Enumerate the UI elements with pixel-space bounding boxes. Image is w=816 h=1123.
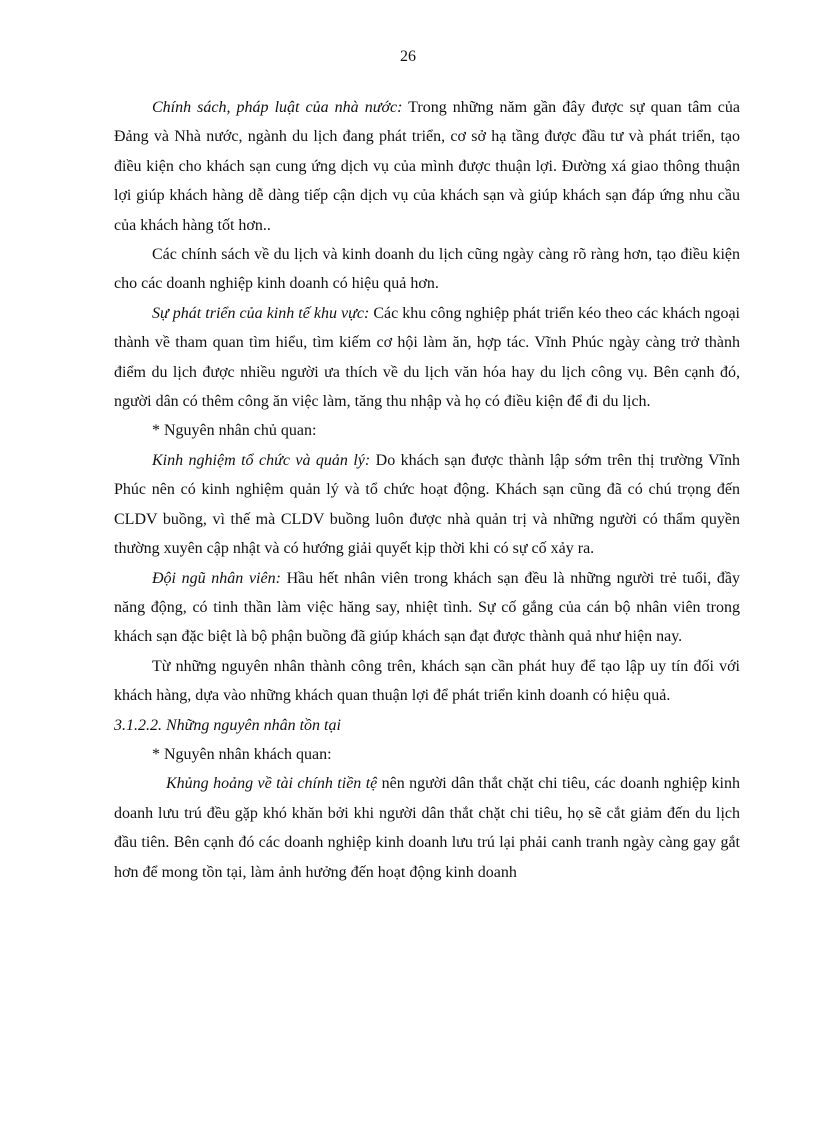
- paragraph-policy: [114, 93, 740, 240]
- paragraph-financial-crisis: [114, 769, 740, 887]
- section-heading-text: 3.1.2.2. Những nguyên nhân tồn tại: [114, 716, 341, 734]
- paragraph-text: Trong những năm gần đây được sự quan tâm của Đảng và Nhà nước, ngành du lịch đang phát triển, cơ sở hạ tầng được đầu tư và phát triển, tạo điều kiện cho khách sạn cung ứng dịch vụ của mình được thuận lợi. Đường xá giao thông thuận lợi giúp khách hàng dễ dàng tiếp cận dịch vụ của khách sạn và giúp khách sạn đáp ứng nhu cầu của khách hàng tốt hơn..: [114, 99, 740, 234]
- paragraph-lead: Sự phát triển của kinh tế khu vực:: [152, 304, 370, 322]
- paragraph-management-experience: [114, 446, 740, 564]
- paragraph-success-summary: Từ những nguyên nhân thành công trên, khách sạn cần phát huy để tạo lập uy tín đối với khách hàng, dựa vào những khách quan thuận lợi để phát triển kinh doanh có hiệu quả.: [114, 657, 740, 705]
- document-body: [114, 93, 740, 887]
- paragraph-regional-economy: [114, 299, 740, 417]
- paragraph-text: Do khách sạn được thành lập sớm trên thị trường Vĩnh Phúc nên có kinh nghiệm quản lý và tổ chức hoạt động. Khách sạn cũng đã có chú trọng đến CLDV buồng, vì thế mà CLDV buồng luôn được nhà quản trị và những người có thẩm quyền thường xuyên cập nhật và có hướng giải quyết kịp thời khi có sự cố xảy ra.: [114, 451, 740, 558]
- section-heading: [114, 711, 740, 740]
- paragraph-text: Hầu hết nhân viên trong khách sạn đều là những người trẻ tuổi, đầy năng động, có tinh thần làm việc hăng say, nhiệt tình. Sự cố gắng của cán bộ nhân viên trong khách sạn đặc biệt là bộ phận buồng đã giúp khách sạn đạt được thành quả như hiện nay.: [114, 569, 740, 646]
- subjective-causes-label: * Nguyên nhân chủ quan:: [152, 422, 317, 440]
- paragraph-text: nên người dân thắt chặt chi tiêu, các doanh nghiệp kinh doanh lưu trú đều gặp khó khăn bởi khi người dân thắt chặt chi tiêu, họ sẽ cắt giảm đến du lịch đầu tiên. Bên cạnh đó các doanh nghiệp kinh doanh lưu trú lại phải canh tranh ngày càng gay gắt hơn để mong tồn tại, làm ảnh hưởng đến hoạt động kinh doanh: [114, 775, 740, 881]
- page-number: 26: [400, 48, 416, 65]
- paragraph-lead: Khủng hoảng về tài chính tiền tệ: [166, 775, 378, 793]
- objective-causes-label: * Nguyên nhân khách quan:: [152, 745, 332, 763]
- paragraph-lead: Đội ngũ nhân viên:: [152, 569, 281, 587]
- paragraph-tourism-policies: Các chính sách về du lịch và kinh doanh du lịch cũng ngày càng rõ ràng hơn, tạo điều kiện cho các doanh nghiệp kinh doanh có hiệu quả hơn.: [114, 246, 740, 293]
- paragraph-lead: Kinh nghiệm tổ chức và quản lý:: [152, 451, 371, 469]
- paragraph-staff: [114, 564, 740, 652]
- paragraph-text: Các khu công nghiệp phát triển kéo theo các khách ngoại thành về tham quan tìm hiểu, tìm kiếm cơ hội làm ăn, hợp tác. Vĩnh Phúc ngày càng trở thành điểm du lịch được nhiều người ưa thích về du lịch văn hóa hay du lịch công vụ. Bên cạnh đó, người dân có thêm công ăn việc làm, tăng thu nhập và họ có điều kiện để đi du lịch.: [114, 304, 741, 411]
- paragraph-lead: Chính sách, pháp luật của nhà nước:: [152, 99, 403, 116]
